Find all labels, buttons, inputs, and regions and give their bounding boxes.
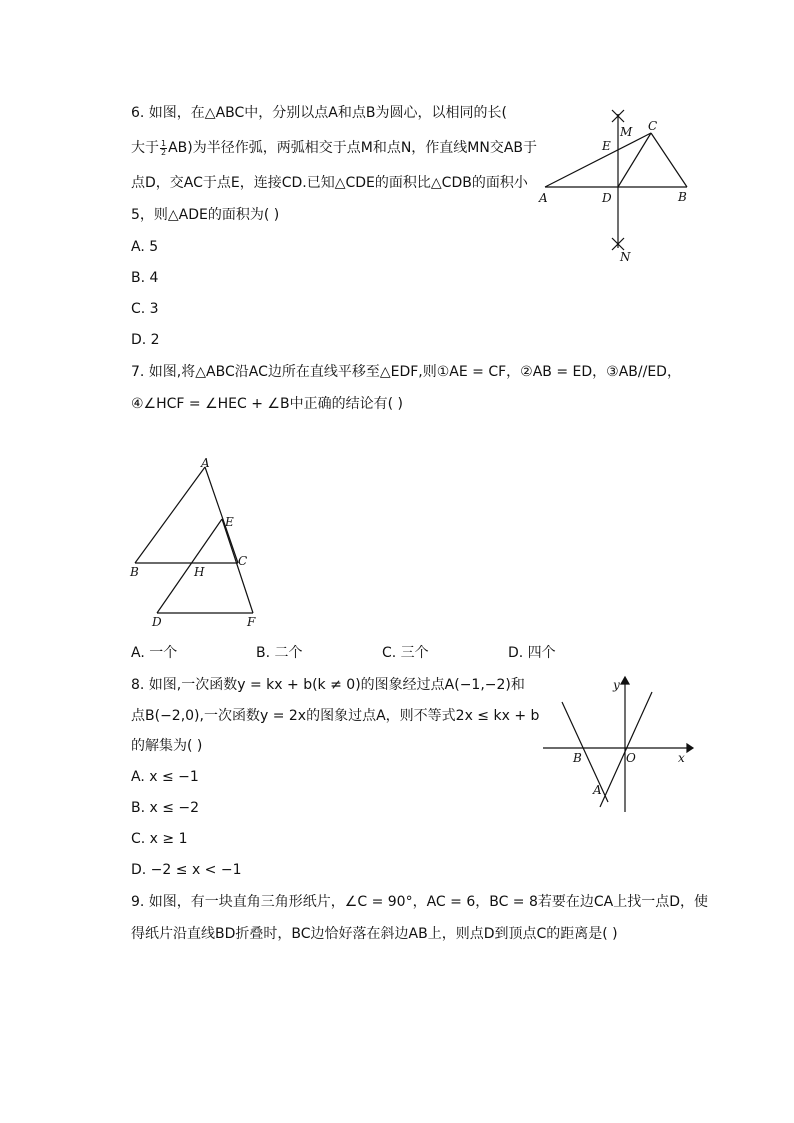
q8-option-d: D. −2 ≤ x < −1 bbox=[131, 862, 242, 878]
label-e: E bbox=[225, 515, 234, 529]
label-f: F bbox=[247, 615, 256, 629]
label-a: A bbox=[539, 191, 548, 205]
q7-line-2: ④∠HCF = ∠HEC + ∠B中正确的结论有( ) bbox=[131, 396, 403, 412]
label-h: H bbox=[194, 565, 205, 579]
y-axis-arrow bbox=[621, 677, 629, 684]
q6-line-3: 点D，交AC于点E，连接CD.已知△CDE的面积比△CDB的面积小 bbox=[131, 175, 528, 191]
label-d: D bbox=[152, 615, 162, 629]
segment-bc bbox=[651, 133, 687, 187]
fraction-denominator: 2 bbox=[161, 147, 167, 157]
q7-option-b: B. 二个 bbox=[256, 645, 303, 661]
one-half-fraction bbox=[160, 140, 167, 157]
fraction-numerator: 1 bbox=[161, 138, 167, 148]
q8-figure bbox=[535, 672, 700, 817]
label-b: B bbox=[678, 190, 687, 204]
q6-option-c: C. 3 bbox=[131, 301, 159, 317]
label-b: B bbox=[573, 751, 582, 765]
label-y: y bbox=[613, 678, 620, 692]
q6-line-2 bbox=[131, 138, 537, 158]
q9-line-2: 得纸片沿直线BD折叠时，BC边恰好落在斜边AB上，则点D到顶点C的距离是( ) bbox=[131, 926, 618, 942]
label-x: x bbox=[678, 751, 685, 765]
segment-ab bbox=[135, 467, 205, 563]
q7-option-c: C. 三个 bbox=[382, 645, 429, 661]
x-axis-arrow bbox=[687, 744, 693, 752]
q7-option-a: A. 一个 bbox=[131, 645, 178, 661]
label-a: A bbox=[201, 456, 210, 470]
q6-line-1: 6. 如图，在△ABC中，分别以点A和点B为圆心，以相同的长( bbox=[131, 105, 507, 121]
q6-line-2-post: AB)为半径作弧，两弧相交于点M和点N，作直线MN交AB于 bbox=[168, 140, 538, 156]
q8-line-3: 的解集为( ) bbox=[131, 738, 203, 754]
q7-figure bbox=[125, 455, 275, 635]
label-b: B bbox=[130, 565, 139, 579]
label-o: O bbox=[626, 751, 636, 765]
q8-option-c: C. x ≥ 1 bbox=[131, 831, 188, 847]
q6-line-2-pre: 大于 bbox=[131, 140, 159, 156]
q9-line-1: 9. 如图，有一块直角三角形纸片，∠C = 90°，AC = 6，BC = 8若要在边CA上找一点D，使 bbox=[131, 894, 709, 910]
q6-figure bbox=[535, 100, 705, 270]
q8-option-a: A. x ≤ −1 bbox=[131, 769, 199, 785]
q8-line-1: 8. 如图,一次函数y = kx + b(k ≠ 0)的图象经过点A(−1,−2)和 bbox=[131, 677, 525, 693]
q6-option-b: B. 4 bbox=[131, 270, 159, 286]
q6-option-a: A. 5 bbox=[131, 239, 159, 255]
q7-option-d: D. 四个 bbox=[508, 645, 556, 661]
q6-option-d: D. 2 bbox=[131, 332, 160, 348]
q6-line-4: 5，则△ADE的面积为( ) bbox=[131, 207, 280, 223]
label-c: C bbox=[238, 554, 248, 568]
label-c: C bbox=[648, 119, 658, 133]
q7-line-1: 7. 如图,将△ABC沿AC边所在直线平移至△EDF,则①AE = CF，②AB = ED，③AB//ED， bbox=[131, 364, 681, 380]
q8-line-2: 点B(−2,0),一次函数y = 2x的图象过点A，则不等式2x ≤ kx + b bbox=[131, 708, 540, 724]
segment-ed bbox=[157, 519, 222, 613]
label-m: M bbox=[620, 125, 633, 139]
label-a: A bbox=[593, 783, 602, 797]
line-2x bbox=[600, 692, 652, 807]
q8-option-b: B. x ≤ −2 bbox=[131, 800, 200, 816]
label-n: N bbox=[620, 250, 631, 264]
label-e: E bbox=[602, 139, 611, 153]
label-d: D bbox=[602, 191, 612, 205]
